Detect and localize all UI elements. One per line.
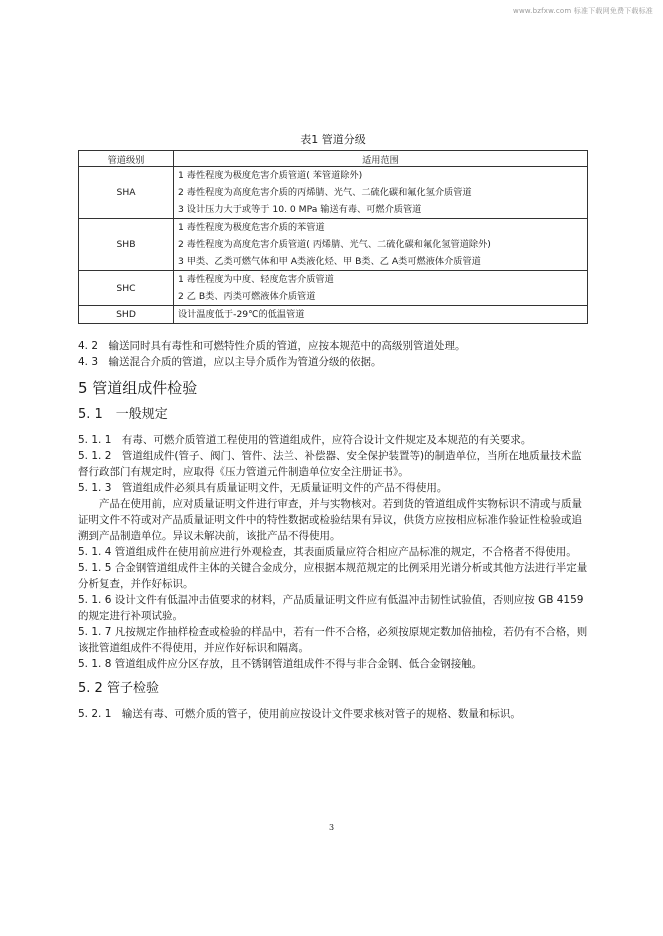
table-row-shd bbox=[79, 306, 588, 324]
document-body bbox=[78, 131, 588, 722]
scope-cell bbox=[174, 167, 588, 219]
paragraph-4-3: 4. 3 输送混合介质的管道，应以主导介质作为管道分级的依据。 bbox=[78, 356, 382, 368]
scope-item: 2 毒性程度为高度危害介质管道( 丙烯腈、光气、二硫化碳和氟化氢管道除外) bbox=[178, 239, 491, 250]
table-caption: 表1 管道分级 bbox=[300, 133, 366, 146]
header-scope: 适用范围 bbox=[174, 151, 588, 167]
scope-item: 1 毒性程度为中度、轻度危害介质管道 bbox=[178, 274, 334, 285]
table-row-shb bbox=[79, 219, 588, 271]
scope-item: 1 毒性程度为极度危害介质的苯管道 bbox=[178, 222, 325, 233]
scope-item: 3 甲类、乙类可燃气体和甲 A类液化烃、甲 B类、乙 A类可燃液体介质管道 bbox=[178, 256, 481, 267]
grade-cell: SHA bbox=[79, 167, 174, 219]
grade-cell: SHC bbox=[79, 271, 174, 306]
paragraph-5-1-2: 5. 1. 2 管道组成件(管子、阀门、管件、法兰、补偿器、安全保护装置等)的制造单位，当所在地质量技术监督行政部门有规定时，应取得《压力管道元件制造单位安全注册证书》。 bbox=[78, 450, 582, 478]
table-header-row bbox=[79, 151, 588, 167]
scope-cell bbox=[174, 271, 588, 306]
table-row-shc bbox=[79, 271, 588, 306]
paragraph-5-1-7: 5. 1. 7 凡按规定作抽样检查或检验的样品中，若有一件不合格，必须按原规定数加倍抽检，若仍有不合格，则该批管道组成件不得使用，并应作好标识和隔离。 bbox=[78, 626, 588, 654]
scope-item: 设计温度低于-29℃的低温管道 bbox=[178, 309, 305, 320]
grade-cell: SHD bbox=[79, 306, 174, 324]
paragraph-5-1-3-continued: 产品在使用前，应对质量证明文件进行审查，并与实物核对。若到货的管道组成件实物标识不清或与质量证明文件不符或对产品质量证明文件中的特性数据或检验结果有异议，供货方应按相应标准作验证性检验或追溯到产品制造单位。异议未解决前，该批产品不得使用。 bbox=[78, 498, 582, 542]
paragraph-5-1-5: 5. 1. 5 合金钢管道组成件主体的关键合金成分，应根据本规范规定的比例采用光谱分析或其他方法进行半定量分析复查，并作好标识。 bbox=[78, 562, 588, 590]
table-row-sha bbox=[79, 167, 588, 219]
section-heading-5: 5 管道组成件检验 bbox=[78, 379, 198, 397]
scope-cell bbox=[174, 306, 588, 324]
subsection-heading-5-1: 5. 1 一般规定 bbox=[78, 407, 168, 422]
paragraph-5-1-8: 5. 1. 8 管道组成件应分区存放，且不锈钢管道组成件不得与非合金钢、低合金钢接触。 bbox=[78, 658, 483, 670]
paragraph-5-2-1: 5. 2. 1 输送有毒、可燃介质的管子，使用前应按设计文件要求核对管子的规格、数量和标识。 bbox=[78, 708, 521, 720]
scope-item: 1 毒性程度为极度危害介质管道( 苯管道除外) bbox=[178, 170, 363, 181]
scope-item: 2 毒性程度为高度危害介质的丙烯腈、光气、二硫化碳和氟化氢介质管道 bbox=[178, 187, 472, 198]
watermark: www.bzfxw.com 标准下载网免费下载标准 bbox=[513, 7, 653, 15]
paragraph-5-1-3: 5. 1. 3 管道组成件必须具有质量证明文件，无质量证明文件的产品不得使用。 bbox=[78, 482, 448, 494]
paragraph-5-1-1: 5. 1. 1 有毒、可燃介质管道工程使用的管道组成件，应符合设计文件规定及本规范的有关要求。 bbox=[78, 434, 532, 446]
grade-cell: SHB bbox=[79, 219, 174, 271]
scope-item: 3 设计压力大于或等于 10. 0 MPa 输送有毒、可燃介质管道 bbox=[178, 204, 422, 215]
scope-item: 2 乙 B类、丙类可燃液体介质管道 bbox=[178, 291, 316, 302]
page-number: 3 bbox=[328, 823, 335, 832]
paragraph-4-2: 4. 2 输送同时具有毒性和可燃特性介质的管道，应按本规范中的高级别管道处理。 bbox=[78, 340, 466, 352]
subsection-heading-5-2: 5. 2 管子检验 bbox=[78, 681, 159, 696]
header-grade: 管道级别 bbox=[79, 151, 174, 167]
pipe-grade-table bbox=[78, 150, 588, 324]
scope-cell bbox=[174, 219, 588, 271]
paragraph-5-1-4: 5. 1. 4 管道组成件在使用前应进行外观检查，其表面质量应符合相应产品标准的规定，不合格者不得使用。 bbox=[78, 546, 577, 558]
paragraph-5-1-6: 5. 1. 6 设计文件有低温冲击值要求的材料，产品质量证明文件应有低温冲击韧性试验值，否则应按 GB 4159的规定进行补项试验。 bbox=[78, 594, 584, 622]
